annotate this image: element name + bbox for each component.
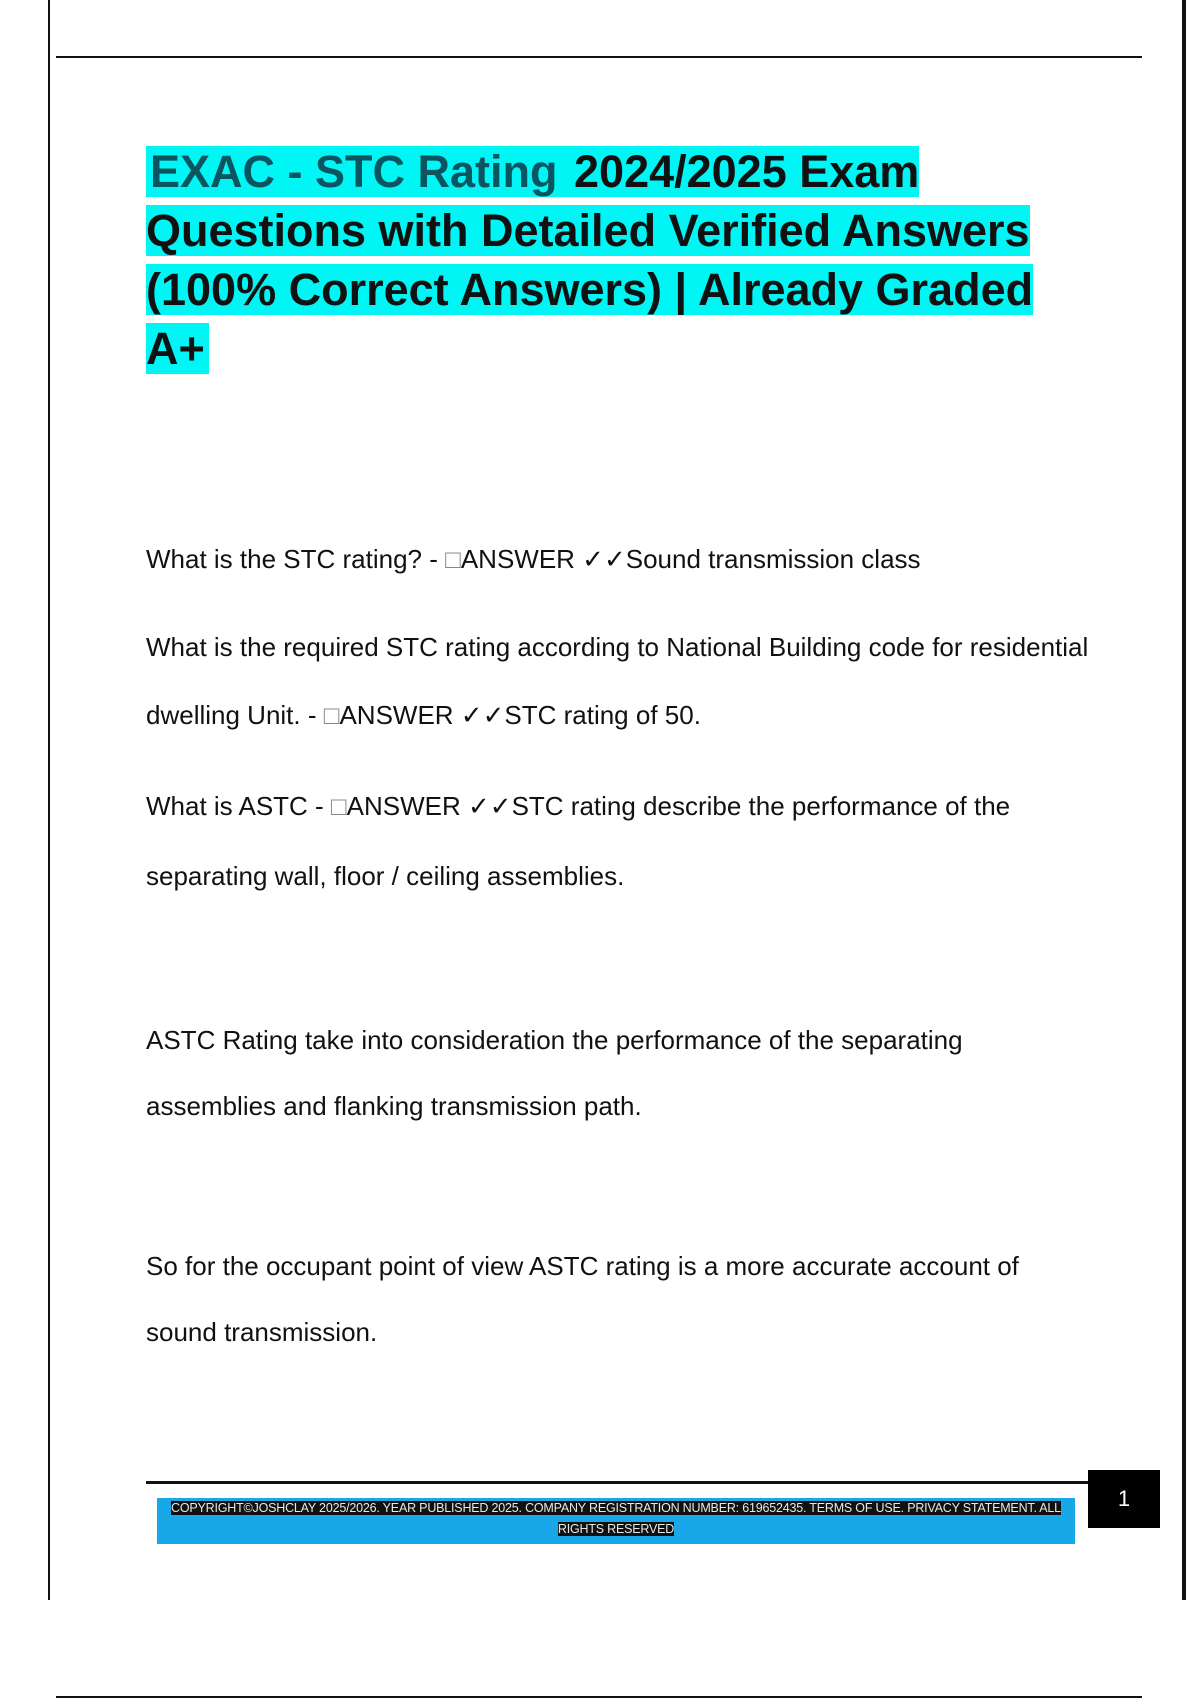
qa-item xyxy=(146,771,1106,911)
answer-text: Sound transmission class xyxy=(625,544,921,574)
answer-text: STC rating describe the performance of the separating wall, floor / ceiling assemblies. xyxy=(146,791,1011,891)
answer-label: ANSWER ✓✓ xyxy=(339,700,505,730)
page-border-right xyxy=(1182,0,1186,1600)
page-number: 1 xyxy=(1088,1470,1160,1528)
question-text: What is ASTC - xyxy=(146,791,331,821)
answer-box-glyph: □ xyxy=(323,700,340,730)
answer-box-glyph: □ xyxy=(330,791,347,821)
body-paragraph: ASTC Rating take into consideration the performance of the separating assemblies and flanking transmission path. xyxy=(146,1025,963,1121)
answer-label: ANSWER ✓✓ xyxy=(460,544,626,574)
answer-box-glyph: □ xyxy=(445,544,461,574)
answer-text: STC rating of 50. xyxy=(504,700,701,730)
next-page-rule xyxy=(56,1696,1142,1698)
page-border-left xyxy=(48,0,50,1600)
header-rule xyxy=(56,56,1142,58)
footer-band xyxy=(157,1498,1075,1544)
footer-rule xyxy=(146,1481,1088,1484)
title-part-1: EXAC - STC Rating xyxy=(150,146,558,197)
document-title xyxy=(146,142,1106,378)
answer-label: ANSWER ✓✓ xyxy=(346,791,512,821)
qa-item xyxy=(146,544,1106,574)
body-paragraph: So for the occupant point of view ASTC rating is a more accurate account of sound transmission. xyxy=(146,1251,1019,1347)
qa-item xyxy=(146,613,1106,749)
copyright-notice: COPYRIGHT©JOSHCLAY 2025/2026. YEAR PUBLISHED 2025. COMPANY REGISTRATION NUMBER: 619652435. TERMS OF USE. PRIVACY STATEMENT. ALL RIGHTS RESERVED xyxy=(171,1501,1061,1536)
title-part-2: 2024/2025 Exam Questions with Detailed Verified Answers (100% Correct Answers) | Already Graded A+ xyxy=(146,146,1034,374)
question-text: What is the required STC rating according to National Building code for residential dwelling Unit. - xyxy=(146,632,1089,730)
question-text: What is the STC rating? - xyxy=(146,544,446,574)
